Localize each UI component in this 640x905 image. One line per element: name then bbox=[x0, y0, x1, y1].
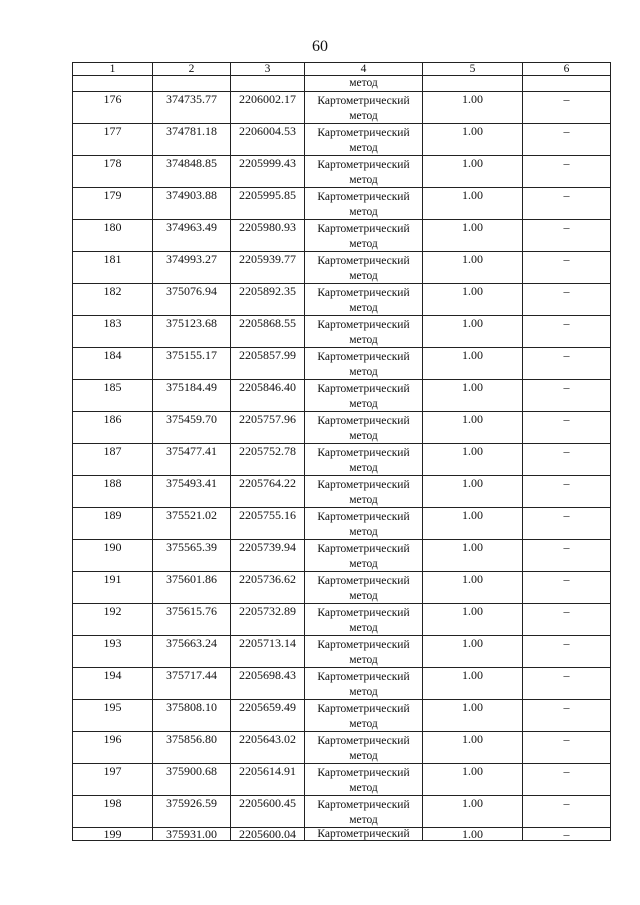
table-row bbox=[73, 412, 611, 444]
table-row bbox=[73, 796, 611, 828]
note-cell: – bbox=[523, 476, 611, 508]
y-coordinate-cell: 2205732.89 bbox=[231, 604, 305, 636]
note-cell: – bbox=[523, 764, 611, 796]
accuracy-cell: 1.00 bbox=[423, 476, 523, 508]
method-line-2: метод bbox=[349, 365, 378, 378]
point-number-cell: 189 bbox=[73, 508, 153, 540]
table-row bbox=[73, 732, 611, 764]
table-row bbox=[73, 348, 611, 380]
method-line-1: Картометрический bbox=[317, 575, 410, 587]
method-line-2: метод bbox=[349, 493, 378, 506]
point-number-cell: 177 bbox=[73, 124, 153, 156]
accuracy-cell: 1.00 bbox=[423, 572, 523, 604]
method-line-1: Картометрический bbox=[317, 799, 410, 811]
point-number-cell: 196 bbox=[73, 732, 153, 764]
point-number-cell: 176 bbox=[73, 92, 153, 124]
x-coordinate-cell: 374735.77 bbox=[153, 92, 231, 124]
method-cell bbox=[305, 636, 423, 668]
point-number-cell: 186 bbox=[73, 412, 153, 444]
accuracy-cell: 1.00 bbox=[423, 284, 523, 316]
point-number-cell: 195 bbox=[73, 700, 153, 732]
method-line-2: метод bbox=[349, 333, 378, 346]
note-cell: – bbox=[523, 732, 611, 764]
method-cell bbox=[305, 316, 423, 348]
method-line-2: метод bbox=[349, 621, 378, 634]
method-line-2: метод bbox=[349, 397, 378, 410]
y-coordinate-cell: 2206002.17 bbox=[231, 92, 305, 124]
note-cell: – bbox=[523, 700, 611, 732]
y-coordinate-cell: 2205643.02 bbox=[231, 732, 305, 764]
method-line-2: метод bbox=[349, 717, 378, 730]
table-row bbox=[73, 220, 611, 252]
method-cell bbox=[305, 764, 423, 796]
note-cell: – bbox=[523, 796, 611, 828]
accuracy-cell: 1.00 bbox=[423, 508, 523, 540]
accuracy-cell: 1.00 bbox=[423, 316, 523, 348]
table-row bbox=[73, 316, 611, 348]
y-coordinate-cell: 2205939.77 bbox=[231, 252, 305, 284]
method-line-2: метод bbox=[349, 205, 378, 218]
method-line-1: Картометрический bbox=[317, 255, 410, 267]
method-cell bbox=[305, 444, 423, 476]
method-line-2: метод bbox=[349, 429, 378, 442]
method-line-2: метод bbox=[349, 237, 378, 250]
accuracy-cell: 1.00 bbox=[423, 412, 523, 444]
x-coordinate-cell: 375926.59 bbox=[153, 796, 231, 828]
method-cell bbox=[305, 668, 423, 700]
note-cell: – bbox=[523, 380, 611, 412]
x-coordinate-cell: 375663.24 bbox=[153, 636, 231, 668]
point-number-cell: 181 bbox=[73, 252, 153, 284]
point-number-cell: 194 bbox=[73, 668, 153, 700]
note-cell: – bbox=[523, 444, 611, 476]
table-row bbox=[73, 476, 611, 508]
x-coordinate-cell: 374848.85 bbox=[153, 156, 231, 188]
method-line-2: метод bbox=[349, 589, 378, 602]
x-coordinate-cell: 375076.94 bbox=[153, 284, 231, 316]
x-coordinate-cell: 374993.27 bbox=[153, 252, 231, 284]
point-number-cell: 178 bbox=[73, 156, 153, 188]
method-cell bbox=[305, 604, 423, 636]
point-number-cell: 199 bbox=[73, 828, 153, 841]
table-row bbox=[73, 380, 611, 412]
y-coordinate-cell: 2205757.96 bbox=[231, 412, 305, 444]
table-row bbox=[73, 188, 611, 220]
method-line-1: Картометрический bbox=[317, 671, 410, 683]
y-coordinate-cell: 2205995.85 bbox=[231, 188, 305, 220]
note-cell: – bbox=[523, 540, 611, 572]
table-row bbox=[73, 764, 611, 796]
y-coordinate-cell: 2205999.43 bbox=[231, 156, 305, 188]
note-cell: – bbox=[523, 572, 611, 604]
method-line-2: метод bbox=[349, 685, 378, 698]
method-line-1: Картометрический bbox=[317, 735, 410, 747]
method-line-1: Картометрический bbox=[317, 383, 410, 395]
x-coordinate-cell: 375900.68 bbox=[153, 764, 231, 796]
accuracy-cell: 1.00 bbox=[423, 348, 523, 380]
method-line-1: Картометрический bbox=[317, 543, 410, 555]
accuracy-cell: 1.00 bbox=[423, 700, 523, 732]
x-coordinate-cell: 374903.88 bbox=[153, 188, 231, 220]
y-coordinate-cell: 2206004.53 bbox=[231, 124, 305, 156]
note-cell: – bbox=[523, 284, 611, 316]
x-coordinate-cell: 375155.17 bbox=[153, 348, 231, 380]
note-cell: – bbox=[523, 316, 611, 348]
method-cell bbox=[305, 796, 423, 828]
x-coordinate-cell: 375856.80 bbox=[153, 732, 231, 764]
method-cell bbox=[305, 412, 423, 444]
y-coordinate-cell: 2205764.22 bbox=[231, 476, 305, 508]
accuracy-cell: 1.00 bbox=[423, 796, 523, 828]
column-header: 4 bbox=[305, 63, 423, 76]
method-line-2: метод bbox=[349, 557, 378, 570]
note-cell: – bbox=[523, 604, 611, 636]
x-coordinate-cell: 375808.10 bbox=[153, 700, 231, 732]
table-row bbox=[73, 668, 611, 700]
x-coordinate-cell: 375931.00 bbox=[153, 828, 231, 841]
method-line-1: Картометрический bbox=[317, 415, 410, 427]
y-coordinate-cell: 2205600.45 bbox=[231, 796, 305, 828]
x-coordinate-cell: 375123.68 bbox=[153, 316, 231, 348]
note-cell: – bbox=[523, 220, 611, 252]
note-cell: – bbox=[523, 828, 611, 841]
y-coordinate-cell: 2205698.43 bbox=[231, 668, 305, 700]
point-number-cell: 192 bbox=[73, 604, 153, 636]
y-coordinate-cell: 2205659.49 bbox=[231, 700, 305, 732]
note-cell: – bbox=[523, 636, 611, 668]
accuracy-cell: 1.00 bbox=[423, 188, 523, 220]
accuracy-cell: 1.00 bbox=[423, 604, 523, 636]
method-line-1: Картометрический bbox=[317, 319, 410, 331]
point-number-cell: 183 bbox=[73, 316, 153, 348]
x-coordinate-cell: 375477.41 bbox=[153, 444, 231, 476]
x-coordinate-cell: 375565.39 bbox=[153, 540, 231, 572]
accuracy-cell: 1.00 bbox=[423, 444, 523, 476]
point-number-cell: 185 bbox=[73, 380, 153, 412]
note-cell: – bbox=[523, 252, 611, 284]
y-coordinate-cell: 2205614.91 bbox=[231, 764, 305, 796]
method-line-2: метод bbox=[349, 525, 378, 538]
note-cell: – bbox=[523, 348, 611, 380]
method-cell bbox=[305, 124, 423, 156]
method-cell bbox=[305, 188, 423, 220]
table-header bbox=[73, 63, 611, 76]
method-line-1: Картометрический bbox=[317, 351, 410, 363]
point-number-cell: 187 bbox=[73, 444, 153, 476]
table-row bbox=[73, 124, 611, 156]
note-cell: – bbox=[523, 508, 611, 540]
method-line-1: Картометрический bbox=[317, 479, 410, 491]
point-number-cell: 197 bbox=[73, 764, 153, 796]
method-line-1: Картометрический bbox=[317, 607, 410, 619]
point-number-cell: 191 bbox=[73, 572, 153, 604]
method-line-1: Картометрический bbox=[317, 127, 410, 139]
x-coordinate-cell: 375184.49 bbox=[153, 380, 231, 412]
method-line-1: Картометрический bbox=[317, 767, 410, 779]
accuracy-cell: 1.00 bbox=[423, 540, 523, 572]
y-coordinate-cell: 2205868.55 bbox=[231, 316, 305, 348]
note-cell: – bbox=[523, 92, 611, 124]
accuracy-cell: 1.00 bbox=[423, 668, 523, 700]
point-number-cell: 190 bbox=[73, 540, 153, 572]
table-row bbox=[73, 284, 611, 316]
method-line-2: метод bbox=[349, 813, 378, 826]
y-coordinate-cell: 2205857.99 bbox=[231, 348, 305, 380]
point-number-cell: 198 bbox=[73, 796, 153, 828]
method-line-1: Картометрический bbox=[317, 703, 410, 715]
method-line-1: Картометрический bbox=[317, 511, 410, 523]
method-line-1: Картометрический bbox=[317, 223, 410, 235]
x-coordinate-cell: 375615.76 bbox=[153, 604, 231, 636]
y-coordinate-cell: 2205892.35 bbox=[231, 284, 305, 316]
note-cell: – bbox=[523, 124, 611, 156]
column-header: 6 bbox=[523, 63, 611, 76]
method-cell bbox=[305, 156, 423, 188]
method-cell bbox=[305, 540, 423, 572]
point-number-cell: 184 bbox=[73, 348, 153, 380]
method-cell bbox=[305, 828, 423, 841]
note-cell: – bbox=[523, 188, 611, 220]
note-cell: – bbox=[523, 668, 611, 700]
method-cell bbox=[305, 572, 423, 604]
point-number-cell: 188 bbox=[73, 476, 153, 508]
table-row bbox=[73, 828, 611, 841]
accuracy-cell: 1.00 bbox=[423, 764, 523, 796]
table-row bbox=[73, 444, 611, 476]
method-line-1: Картометрический bbox=[317, 828, 410, 840]
accuracy-cell: 1.00 bbox=[423, 220, 523, 252]
method-cell bbox=[305, 700, 423, 732]
y-coordinate-cell: 2205980.93 bbox=[231, 220, 305, 252]
y-coordinate-cell: 2205600.04 bbox=[231, 828, 305, 841]
note-cell: – bbox=[523, 412, 611, 444]
method-cell bbox=[305, 252, 423, 284]
y-coordinate-cell: 2205713.14 bbox=[231, 636, 305, 668]
x-coordinate-cell: 375717.44 bbox=[153, 668, 231, 700]
accuracy-cell: 1.00 bbox=[423, 828, 523, 841]
method-line-1: Картометрический bbox=[317, 95, 410, 107]
accuracy-cell: 1.00 bbox=[423, 636, 523, 668]
x-coordinate-cell: 375521.02 bbox=[153, 508, 231, 540]
page-number: 60 bbox=[312, 38, 328, 55]
column-header: 2 bbox=[153, 63, 231, 76]
accuracy-cell: 1.00 bbox=[423, 124, 523, 156]
accuracy-cell: 1.00 bbox=[423, 732, 523, 764]
table-row bbox=[73, 604, 611, 636]
column-header: 5 bbox=[423, 63, 523, 76]
coordinates-table bbox=[72, 62, 611, 841]
method-line-2: метод bbox=[349, 269, 378, 282]
table-row bbox=[73, 156, 611, 188]
accuracy-cell: 1.00 bbox=[423, 380, 523, 412]
method-line-2: метод bbox=[349, 749, 378, 762]
y-coordinate-cell: 2205846.40 bbox=[231, 380, 305, 412]
method-line-2: метод bbox=[349, 653, 378, 666]
column-header: 3 bbox=[231, 63, 305, 76]
method-cell bbox=[305, 348, 423, 380]
method-line-2: метод bbox=[349, 141, 378, 154]
method-line-1: Картометрический bbox=[317, 191, 410, 203]
accuracy-cell: 1.00 bbox=[423, 156, 523, 188]
method-cell bbox=[305, 220, 423, 252]
y-coordinate-cell: 2205755.16 bbox=[231, 508, 305, 540]
method-line-2: метод bbox=[349, 109, 378, 122]
method-line-2: метод bbox=[349, 173, 378, 186]
method-cell bbox=[305, 284, 423, 316]
point-number-cell: 180 bbox=[73, 220, 153, 252]
y-coordinate-cell: 2205752.78 bbox=[231, 444, 305, 476]
x-coordinate-cell: 375601.86 bbox=[153, 572, 231, 604]
table-row bbox=[73, 92, 611, 124]
method-line-2: метод bbox=[349, 301, 378, 314]
table-row bbox=[73, 700, 611, 732]
point-number-cell: 193 bbox=[73, 636, 153, 668]
method-cell: метод bbox=[305, 76, 423, 92]
method-cell bbox=[305, 508, 423, 540]
method-cell bbox=[305, 732, 423, 764]
x-coordinate-cell: 374781.18 bbox=[153, 124, 231, 156]
table-row bbox=[73, 508, 611, 540]
continued-row bbox=[73, 76, 611, 92]
method-line-1: Картометрический bbox=[317, 287, 410, 299]
table-row bbox=[73, 572, 611, 604]
accuracy-cell: 1.00 bbox=[423, 252, 523, 284]
table-body bbox=[73, 76, 611, 841]
accuracy-cell: 1.00 bbox=[423, 92, 523, 124]
method-line-1: Картометрический bbox=[317, 447, 410, 459]
x-coordinate-cell: 374963.49 bbox=[153, 220, 231, 252]
note-cell: – bbox=[523, 156, 611, 188]
method-line-2: метод bbox=[349, 461, 378, 474]
y-coordinate-cell: 2205736.62 bbox=[231, 572, 305, 604]
method-cell bbox=[305, 380, 423, 412]
point-number-cell: 179 bbox=[73, 188, 153, 220]
method-cell bbox=[305, 92, 423, 124]
method-line-1: Картометрический bbox=[317, 159, 410, 171]
table-row bbox=[73, 540, 611, 572]
table-row bbox=[73, 636, 611, 668]
table-row bbox=[73, 252, 611, 284]
point-number-cell: 182 bbox=[73, 284, 153, 316]
method-line-2: метод bbox=[349, 781, 378, 794]
x-coordinate-cell: 375493.41 bbox=[153, 476, 231, 508]
method-line-1: Картометрический bbox=[317, 639, 410, 651]
x-coordinate-cell: 375459.70 bbox=[153, 412, 231, 444]
method-cell bbox=[305, 476, 423, 508]
y-coordinate-cell: 2205739.94 bbox=[231, 540, 305, 572]
column-header: 1 bbox=[73, 63, 153, 76]
